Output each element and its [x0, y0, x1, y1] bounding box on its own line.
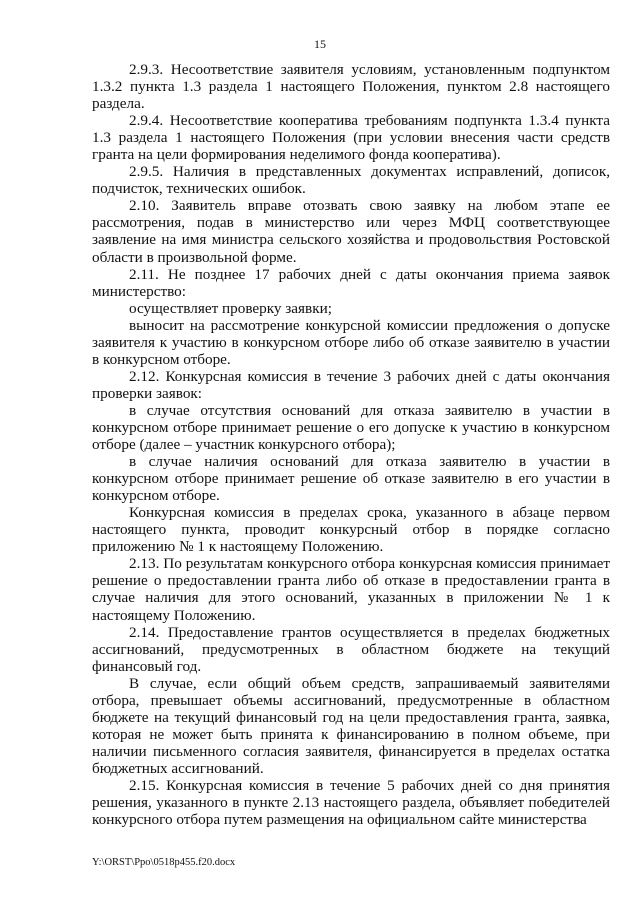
- paragraph-2-11-item-2: выносит на рассмотрение конкурсной комиссии предложения о допуске заявителя к участию в конкурсном отборе либо об отказе заявителю в участии в конкурсном отборе.: [92, 316, 610, 368]
- document-body: [92, 61, 610, 828]
- paragraph-2-14-note: В случае, если общий объем средств, запрашиваемый заявителями отбора, превышает объемы ассигнований, предусмотренные в областном бюджете на текущий финансовый год на цели предоставления гранта, заявка, которая не может быть принята к финансированию в полном объеме, при наличии письменного согласия заявителя, финансируется в пределах остатка бюджетных ассигнований.: [92, 674, 610, 777]
- paragraph-2-9-5: 2.9.5. Наличия в представленных документах исправлений, дописок, подчисток, технических ошибок.: [92, 163, 610, 198]
- paragraph-2-11: 2.11. Не позднее 17 рабочих дней с даты окончания приема заявок министерство:: [92, 265, 610, 300]
- footer-file-path: Y:\ORST\Ppo\0518p455.f20.docx: [92, 857, 236, 868]
- paragraph-2-11-item-1: осуществляет проверку заявки;: [129, 299, 332, 317]
- paragraph-2-9-4: 2.9.4. Несоответствие кооператива требованиям подпункта 1.3.4 пункта 1.3 раздела 1 настоящего Положения (при условии внесения части средств гранта на цели формирования неделимого фонда кооператива).: [92, 112, 610, 164]
- paragraph-2-12-item-1: в случае отсутствия оснований для отказа заявителю в участии в конкурсном отборе принимает решение о его допуске к участию в конкурсном отборе (далее – участник конкурсного отбора);: [92, 401, 610, 454]
- paragraph-2-12-item-2: в случае наличия оснований для отказа заявителю в участии в конкурсном отборе принимает решение об отказе заявителю в его участии в конкурсном отборе.: [92, 453, 610, 505]
- paragraph-2-13: 2.13. По результатам конкурсного отбора конкурсная комиссия принимает решение о предоставлении гранта либо об отказе в предоставлении гранта в случае наличия для этого оснований, указанных в приложении № 1 к настоящему Положению.: [92, 555, 610, 624]
- paragraph-2-9-3: 2.9.3. Несоответствие заявителя условиям, установленным подпунктом 1.3.2 пункта 1.3 раздела 1 настоящего Положения, пунктом 2.8 настоящего раздела.: [92, 61, 610, 113]
- paragraph-2-10: 2.10. Заявитель вправе отозвать свою заявку на любом этапе ее рассмотрения, подав в министерство или через МФЦ соответствующее заявление на имя министра сельского хозяйства и продовольствия Ростовской области в произвольной форме.: [92, 197, 610, 266]
- paragraph-2-14: 2.14. Предоставление грантов осуществляется в пределах бюджетных ассигнований, предусмотренных в областном бюджете на текущий финансовый год.: [92, 623, 610, 675]
- paragraph-2-15: 2.15. Конкурсная комиссия в течение 5 рабочих дней со дня принятия решения, указанного в пункте 2.13 настоящего раздела, объявляет победителей конкурсного отбора путем размещения на официальном сайте министерства: [92, 776, 610, 829]
- paragraph-2-12-note: Конкурсная комиссия в пределах срока, указанного в абзаце первом настоящего пункта, проводит конкурсный отбор в порядке согласно приложению № 1 к настоящему Положению.: [92, 504, 610, 556]
- page-number: 15: [314, 37, 326, 51]
- paragraph-2-12: 2.12. Конкурсная комиссия в течение 3 рабочих дней с даты окончания проверки заявок:: [92, 367, 610, 402]
